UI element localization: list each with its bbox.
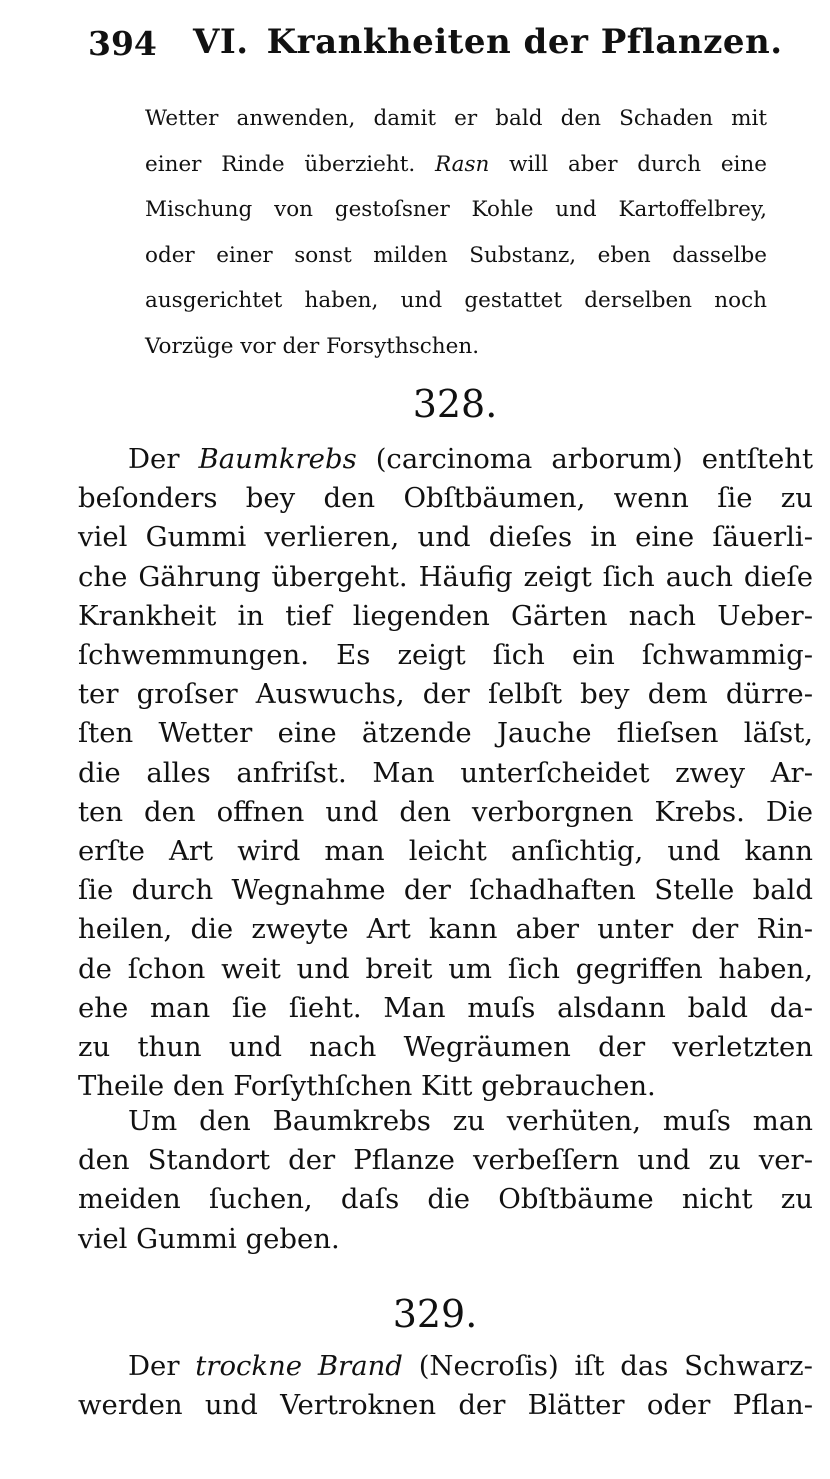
continued-paragraph bbox=[145, 96, 767, 369]
text-segment: Der bbox=[128, 443, 180, 475]
text-line: die alles anfriſst. Man unterſcheidet zwey Ar- bbox=[78, 756, 813, 789]
term-baumkrebs: Baumkrebs bbox=[198, 443, 357, 475]
text-line: Krankheit in tief liegenden Gärten nach Ueber- bbox=[78, 599, 813, 632]
text-line: che Gährung übergeht. Häufig zeigt ſich auch dieſe bbox=[78, 560, 813, 593]
section-328-paragraph-1 bbox=[78, 440, 813, 1106]
section-328-paragraph-2 bbox=[78, 1102, 813, 1259]
text-line: ehe man ſie ſieht. Man muſs alsdann bald da- bbox=[78, 991, 813, 1024]
text-segment: will aber durch eine bbox=[509, 151, 767, 177]
section-number-328: 328. bbox=[412, 382, 498, 426]
text-line: Vorzüge vor der Forsythschen. bbox=[145, 333, 480, 359]
running-title bbox=[193, 22, 783, 62]
text-line: werden und Vertroknen der Blätter oder Pflan- bbox=[78, 1389, 813, 1422]
chapter-roman-numeral: VI. bbox=[193, 22, 249, 62]
text-line: zu thun und nach Wegräumen der verletzten bbox=[78, 1031, 813, 1064]
text-line: ſie durch Wegnahme der ſchadhaften Stelle bald bbox=[78, 874, 813, 907]
text-segment: (Necroſis) iſt das Schwarz- bbox=[418, 1350, 813, 1382]
text-line: Theile den Forſythſchen Kitt gebrauchen. bbox=[78, 1070, 656, 1103]
text-line bbox=[78, 1347, 813, 1386]
running-header bbox=[88, 14, 800, 74]
text-line: beſonders bey den Obſtbäumen, wenn ſie zu bbox=[78, 482, 813, 515]
text-line: den Standort der Pflanze verbeſſern und zu ver- bbox=[78, 1144, 813, 1177]
text-line: erſte Art wird man leicht anſichtig, und kann bbox=[78, 835, 813, 868]
text-line bbox=[145, 142, 767, 188]
text-line: Um den Baumkrebs zu verhüten, muſs man bbox=[128, 1105, 813, 1137]
text-line: de ſchon weit und breit um ſich gegriffen haben, bbox=[78, 952, 813, 985]
chapter-title: Krankheiten der Pflanzen. bbox=[266, 22, 783, 62]
text-line: ſchwemmungen. Es zeigt ſich ein ſchwammig- bbox=[78, 639, 813, 672]
author-name: Rasn bbox=[435, 151, 490, 177]
text-line: viel Gummi verlieren, und dieſes in eine ſäuerli- bbox=[78, 521, 813, 554]
text-line: ſten Wetter eine ätzende Jauche flieſsen läſst, bbox=[78, 717, 813, 750]
text-line: ausgerichtet haben, und gestattet derselben noch bbox=[145, 288, 767, 313]
text-line: Wetter anwenden, damit er bald den Schaden mit bbox=[145, 106, 767, 131]
text-line: ten den offnen und den verborgnen Krebs. Die bbox=[78, 795, 813, 828]
text-line: meiden ſuchen, daſs die Obſtbäume nicht zu bbox=[78, 1183, 813, 1216]
term-trockne-brand: trockne Brand bbox=[195, 1350, 403, 1382]
text-segment: einer Rinde überzieht. bbox=[145, 151, 416, 177]
text-line: viel Gummi geben. bbox=[78, 1222, 340, 1255]
section-number-329: 329. bbox=[392, 1292, 478, 1336]
text-line: oder einer sonst milden Substanz, eben dasselbe bbox=[145, 242, 767, 268]
text-segment: Der bbox=[128, 1350, 180, 1382]
text-segment: (carcinoma arborum) entſteht bbox=[375, 443, 813, 475]
text-line: heilen, die zweyte Art kann aber unter der Rin- bbox=[78, 913, 813, 946]
section-329-paragraph bbox=[78, 1347, 813, 1425]
text-line: ter groſser Auswuchs, der ſelbſt bey dem dürre- bbox=[78, 678, 813, 711]
page-number: 394 bbox=[88, 24, 157, 63]
text-line bbox=[78, 440, 813, 479]
text-line: Mischung von gestoſsner Kohle und Kartoffelbrey, bbox=[145, 197, 767, 222]
